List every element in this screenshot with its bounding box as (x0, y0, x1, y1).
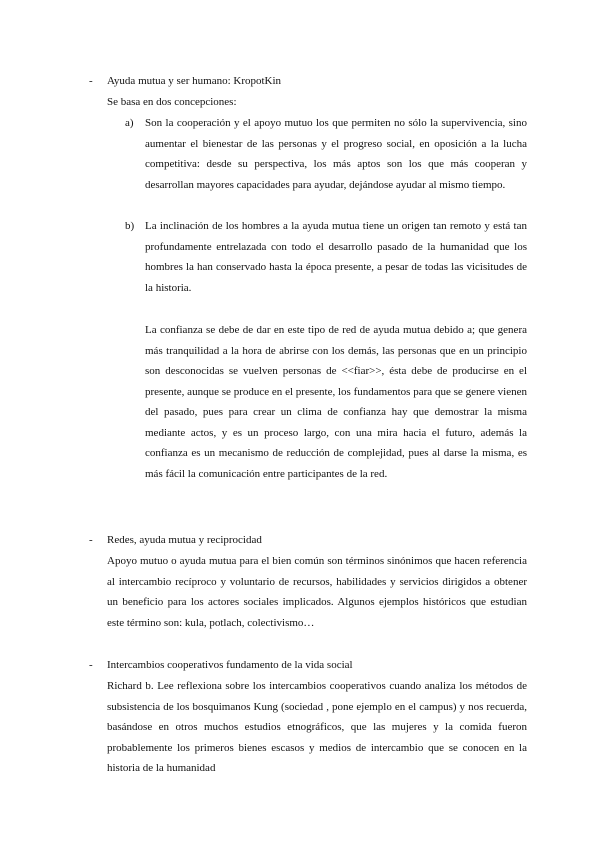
list-item-text: La inclinación de los hombres a la ayuda mutua tiene un origen tan remoto y está tan profundamente entrelazada con todo el desarrollo pasado de la humanidad que los hombres la han conservado hasta la época presente, a pesar de todas las vicisitudes de la historia. (145, 220, 527, 294)
section-paragraph: Richard b. Lee reflexiona sobre los intercambios cooperativos cuando analiza los métodos de subsistencia de los bosquimanos Kung (sociedad , pone ejemplo en el campus) y nos recuerda, basándose en otros muchos estudios etnográficos, que las mujeres y la comida fueron probablemente los primeros bienes escasos y medios de intercambio que se conocen en la historia de la humanidad (107, 680, 527, 774)
list-item-marker: b) (125, 220, 135, 232)
list-item-marker: a) (125, 117, 134, 129)
section-bullet: - (89, 534, 93, 546)
list-item-text: Son la cooperación y el apoyo mutuo los que permiten no sólo la supervivencia, sino aumentar el bienestar de las personas y el progreso social, en oposición a la lucha competitiva: desde su perspectiva, los más aptos son los que más cooperan y desarrollan mayores capacidades para ayudar, dejándose ayudar al mismo tiempo. (145, 117, 527, 191)
section-heading: Redes, ayuda mutua y reciprocidad (107, 534, 262, 546)
section-bullet: - (89, 659, 93, 671)
paragraph-confianza: La confianza se debe de dar en este tipo de red de ayuda mutua debido a; que genera más tranquilidad a la hora de abrirse con los demás, las personas que en un principio son desconocidas se vuelven personas de <<fiar>>, ésta debe de producirse en el presente, aunque se produce en el presente, los fundamentos para que se genere vienen del pasado, pues para crear un clima de confianza hay que demostrar la misma mediante actos, y es un proceso largo, con una mira hacia el futuro, además la confianza es un mecanismo de reducción de complejidad, pues al darse la misma, es más fácil la comunicación entre participantes de la red. (145, 324, 527, 480)
section-intro: Se basa en dos concepciones: (107, 96, 237, 108)
section-heading: Ayuda mutua y ser humano: KropotKin (107, 75, 282, 87)
section-bullet: - (89, 75, 93, 87)
section-heading: Intercambios cooperativos fundamento de la vida social (107, 659, 353, 671)
section-paragraph: Apoyo mutuo o ayuda mutua para el bien común son términos sinónimos que hacen referencia al intercambio recíproco y voluntario de recursos, habilidades y servicios dirigidos a obtener un beneficio para los actores sociales implicados. Algunos ejemplos históricos que estudian este término son: kula, potlach, colectivismo… (107, 555, 527, 629)
